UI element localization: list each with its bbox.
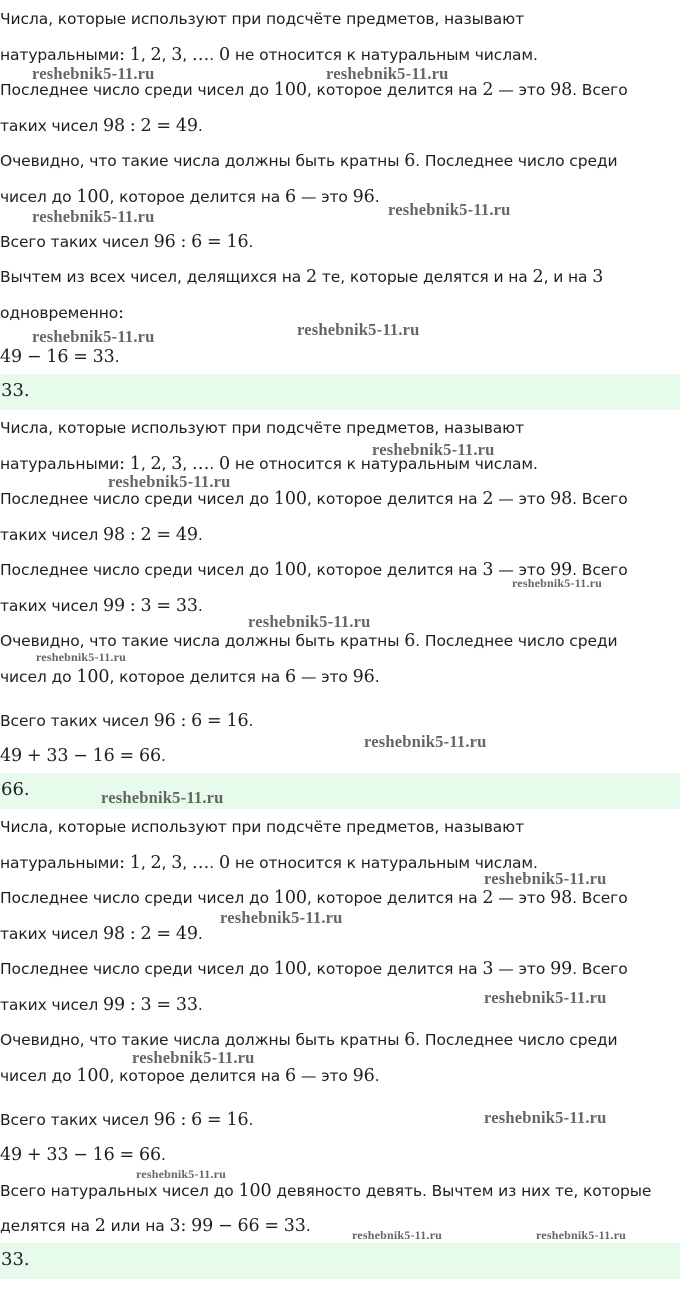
watermark: reshebnik5-11.ru	[352, 1228, 442, 1242]
solution-2-line-3: Последнее число среди чисел до 100, которое делится на 2 — это 98. Всего	[0, 489, 628, 509]
solution-3-line-10: 49 + 33 − 16 = 66.	[0, 1145, 166, 1165]
solution-1-line-9: одновременно:	[0, 303, 124, 323]
answer-value-3: 33.	[1, 1249, 30, 1270]
solution-1-line-10: 49 − 16 = 33.	[0, 347, 120, 367]
watermark: reshebnik5-11.ru	[512, 576, 602, 590]
watermark: reshebnik5-11.ru	[484, 988, 607, 1007]
solution-2-line-5: Последнее число среди чисел до 100, которое делится на 3 — это 99. Всего	[0, 560, 628, 580]
watermark: reshebnik5-11.ru	[32, 207, 155, 226]
answer-value-1: 33.	[1, 380, 30, 401]
solution-3-line-6: таких чисел 99 : 3 = 33.	[0, 995, 203, 1015]
solution-3-line-5: Последнее число среди чисел до 100, которое делится на 3 — это 99. Всего	[0, 959, 628, 979]
answer-value-2: 66.	[1, 779, 30, 800]
watermark: reshebnik5-11.ru	[32, 327, 155, 346]
solution-2-line-4: таких чисел 98 : 2 = 49.	[0, 525, 203, 545]
solution-3-line-3: Последнее число среди чисел до 100, которое делится на 2 — это 98. Всего	[0, 888, 628, 908]
watermark: reshebnik5-11.ru	[326, 64, 449, 83]
watermark: reshebnik5-11.ru	[32, 64, 155, 83]
watermark: reshebnik5-11.ru	[484, 1108, 607, 1127]
watermark: reshebnik5-11.ru	[132, 1048, 255, 1067]
answer-box-3	[0, 1243, 680, 1279]
watermark: reshebnik5-11.ru	[136, 1167, 226, 1181]
watermark: reshebnik5-11.ru	[101, 788, 224, 807]
solution-2-line-8: чисел до 100, которое делится на 6 — это 96.	[0, 667, 380, 687]
solution-3-line-9: Всего таких чисел 96 : 6 = 16.	[0, 1110, 254, 1130]
solution-2-line-1: Числа, которые используют при подсчёте предметов, называют	[0, 419, 525, 437]
watermark: reshebnik5-11.ru	[364, 732, 487, 751]
solution-3-line-2: натуральными: 1, 2, 3, …. 0 не относится к натуральным числам.	[0, 853, 538, 873]
watermark: reshebnik5-11.ru	[297, 320, 420, 339]
solution-3-line-11: Всего натуральных чисел до 100 девяносто девять. Вычтем из них те, которые	[0, 1181, 652, 1201]
watermark: reshebnik5-11.ru	[108, 472, 231, 491]
watermark: reshebnik5-11.ru	[536, 1228, 626, 1242]
solution-2-line-7: Очевидно, что такие числа должны быть кратны 6. Последнее число среди	[0, 631, 618, 651]
solution-1-line-7: Всего таких чисел 96 : 6 = 16.	[0, 232, 254, 252]
watermark: reshebnik5-11.ru	[372, 440, 495, 459]
solution-2-line-10: 49 + 33 − 16 = 66.	[0, 746, 166, 766]
solution-2-line-9: Всего таких чисел 96 : 6 = 16.	[0, 711, 254, 731]
solution-3-line-8: чисел до 100, которое делится на 6 — это 96.	[0, 1066, 380, 1086]
solution-1-line-3: Последнее число среди чисел до 100, которое делится на 2 — это 98. Всего	[0, 80, 628, 100]
watermark: reshebnik5-11.ru	[36, 650, 126, 664]
solution-3-line-4: таких чисел 98 : 2 = 49.	[0, 924, 203, 944]
solution-1-line-4: таких чисел 98 : 2 = 49.	[0, 116, 203, 136]
solution-1-line-1: Числа, которые используют при подсчёте предметов, называют	[0, 10, 525, 28]
solution-1-line-2: натуральными: 1, 2, 3, …. 0 не относится к натуральным числам.	[0, 45, 538, 65]
solution-1-line-6: чисел до 100, которое делится на 6 — это 96.	[0, 187, 380, 207]
solution-3-line-1: Числа, которые используют при подсчёте предметов, называют	[0, 818, 525, 836]
solution-2-line-6: таких чисел 99 : 3 = 33.	[0, 596, 203, 616]
watermark: reshebnik5-11.ru	[248, 612, 371, 631]
solution-1-line-8: Вычтем из всех чисел, делящихся на 2 те, которые делятся и на 2, и на 3	[0, 267, 604, 287]
solution-1-line-5: Очевидно, что такие числа должны быть кратны 6. Последнее число среди	[0, 151, 618, 171]
solution-2-line-2: натуральными: 1, 2, 3, …. 0 не относится к натуральным числам.	[0, 454, 538, 474]
solution-3-line-12: делятся на 2 или на 3: 99 − 66 = 33.	[0, 1216, 311, 1236]
watermark: reshebnik5-11.ru	[484, 869, 607, 888]
watermark: reshebnik5-11.ru	[388, 200, 511, 219]
answer-box-1	[0, 374, 680, 410]
watermark: reshebnik5-11.ru	[220, 908, 343, 927]
solution-3-line-7: Очевидно, что такие числа должны быть кратны 6. Последнее число среди	[0, 1030, 618, 1050]
